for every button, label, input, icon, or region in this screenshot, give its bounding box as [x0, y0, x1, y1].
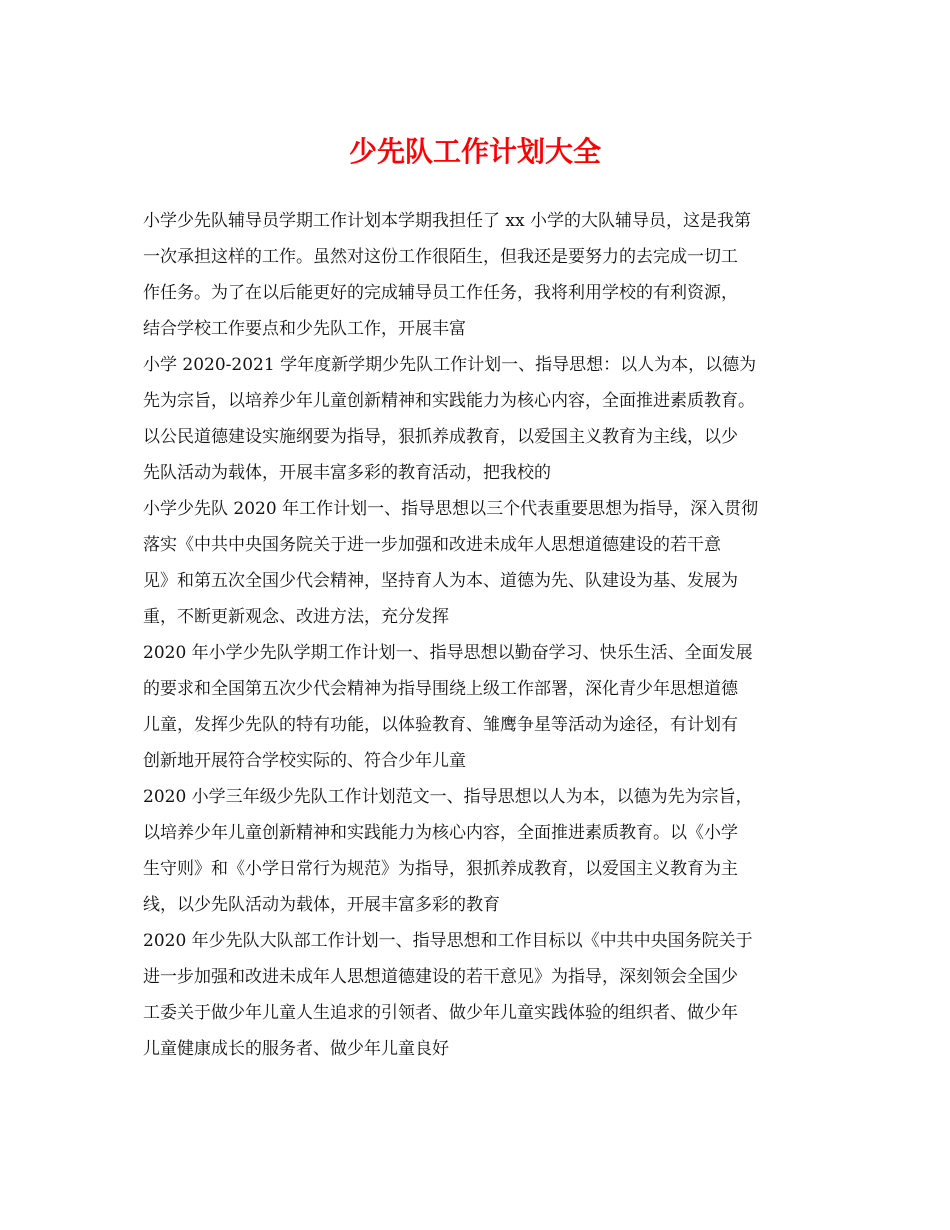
paragraph-5 — [143, 779, 813, 923]
paragraph-line: 创新地开展符合学校实际的、符合少年儿童 — [143, 751, 466, 771]
paragraph-line: 见》和第五次全国少代会精神，坚持育人为本、道德为先、队建设为基、发展为 — [143, 571, 738, 591]
paragraph-line: 儿童，发挥少先队的特有功能，以体验教育、雏鹰争星等活动为途径，有计划有 — [143, 715, 738, 735]
paragraph-3 — [143, 491, 813, 635]
paragraph-line: 落实《中共中央国务院关于进一步加强和改进未成年人思想道德建设的若干意 — [143, 535, 721, 555]
paragraph-line: 2020 年少先队大队部工作计划一、指导思想和工作目标以《中共中央国务院关于 — [143, 931, 753, 951]
paragraph-line: 以公民道德建设实施纲要为指导，狠抓养成教育，以爱国主义教育为主线，以少 — [143, 427, 738, 447]
paragraph-line: 重，不断更新观念、改进方法，充分发挥 — [143, 607, 449, 627]
paragraph-6 — [143, 923, 813, 1067]
document-body — [143, 203, 813, 1067]
document-title: 少先队工作计划大全 — [348, 135, 601, 168]
paragraph-line: 小学少先队 2020 年工作计划一、指导思想以三个代表重要思想为指导，深入贯彻 — [143, 499, 759, 519]
paragraph-line: 结合学校工作要点和少先队工作，开展丰富 — [143, 319, 466, 339]
paragraph-line: 以培养少年儿童创新精神和实践能力为核心内容，全面推进素质教育。以《小学 — [143, 823, 738, 843]
paragraph-line: 一次承担这样的工作。虽然对这份工作很陌生，但我还是要努力的去完成一切工 — [143, 247, 738, 267]
paragraph-line: 小学少先队辅导员学期工作计划本学期我担任了 xx 小学的大队辅导员，这是我第 — [143, 211, 751, 231]
paragraph-line: 进一步加强和改进未成年人思想道德建设的若干意见》为指导，深刻领会全国少 — [143, 967, 738, 987]
paragraph-4 — [143, 635, 813, 779]
paragraph-line: 先队活动为载体，开展丰富多彩的教育活动，把我校的 — [143, 463, 551, 483]
paragraph-line: 2020 年小学少先队学期工作计划一、指导思想以勤奋学习、快乐生活、全面发展 — [143, 643, 753, 663]
paragraph-line: 生守则》和《小学日常行为规范》为指导，狠抓养成教育，以爱国主义教育为主 — [143, 859, 738, 879]
paragraph-line: 作任务。为了在以后能更好的完成辅导员工作任务，我将利用学校的有利资源， — [143, 283, 738, 303]
paragraph-1 — [143, 203, 813, 347]
paragraph-line: 先为宗旨，以培养少年儿童创新精神和实践能力为核心内容，全面推进素质教育。 — [143, 391, 755, 411]
paragraph-2 — [143, 347, 813, 491]
paragraph-line: 儿童健康成长的服务者、做少年儿童良好 — [143, 1039, 449, 1059]
paragraph-line: 工委关于做少年儿童人生追求的引领者、做少年儿童实践体验的组织者、做少年 — [143, 1003, 738, 1023]
paragraph-line: 的要求和全国第五次少代会精神为指导围绕上级工作部署，深化青少年思想道德 — [143, 679, 738, 699]
paragraph-line: 线，以少先队活动为载体，开展丰富多彩的教育 — [143, 895, 500, 915]
paragraph-line: 小学 2020-2021 学年度新学期少先队工作计划一、指导思想：以人为本，以德为 — [143, 355, 757, 375]
paragraph-line: 2020 小学三年级少先队工作计划范文一、指导思想以人为本，以德为先为宗旨， — [143, 787, 753, 807]
